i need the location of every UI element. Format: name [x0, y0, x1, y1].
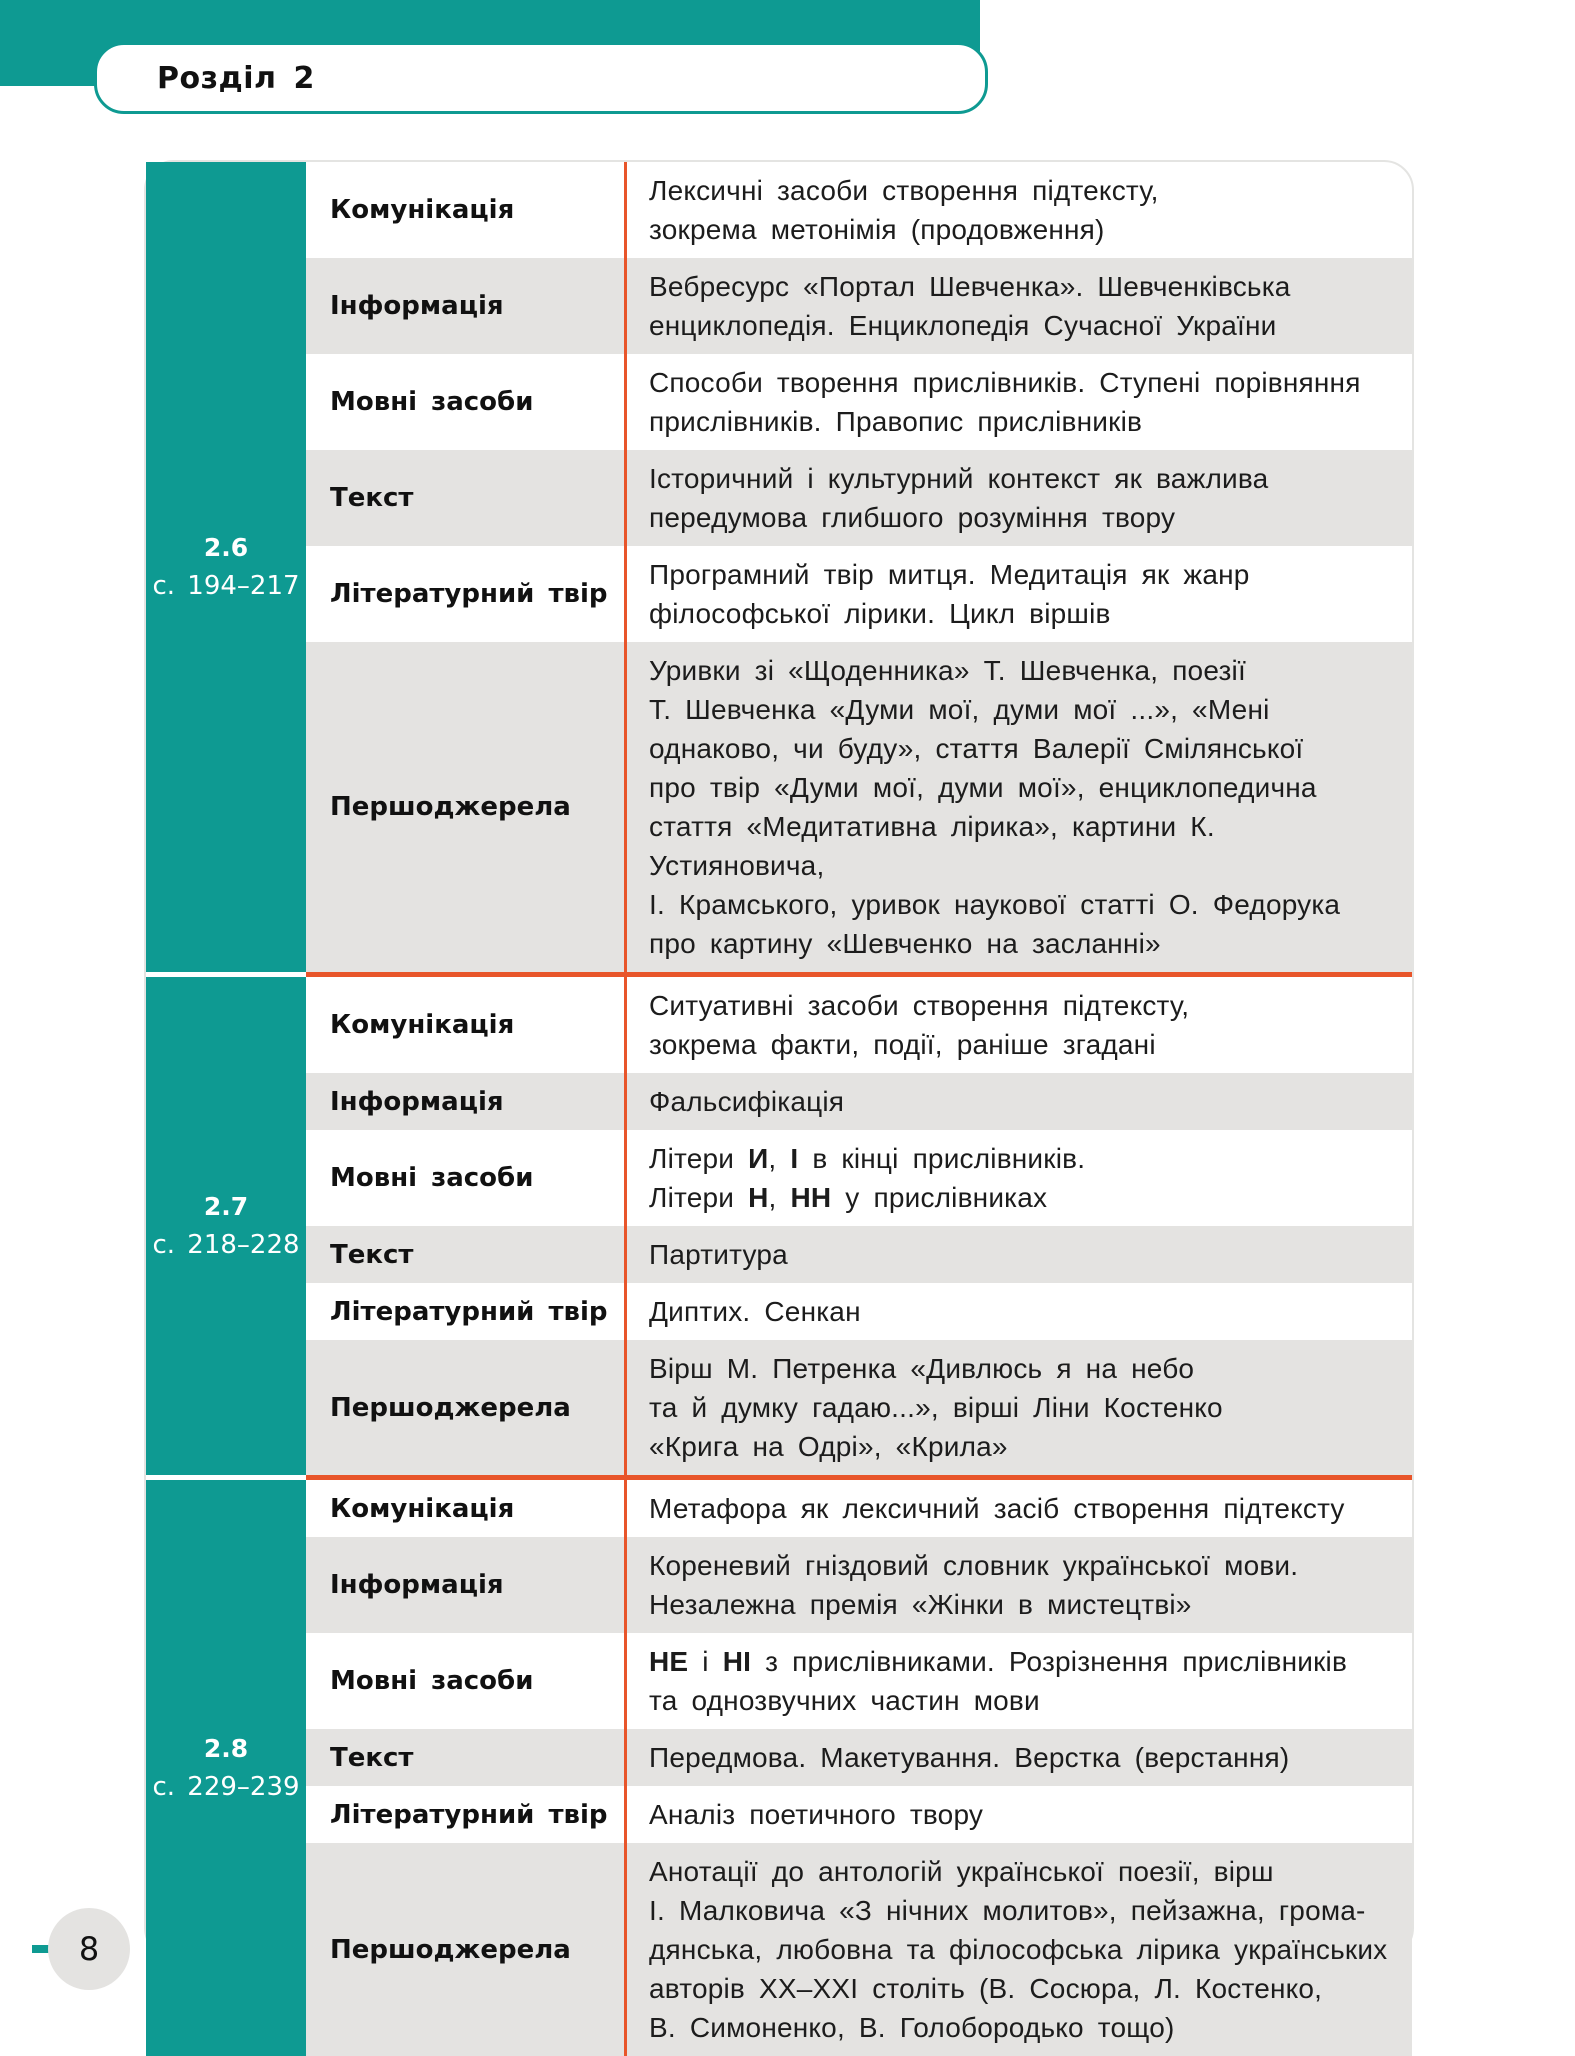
row-description [627, 977, 1412, 1073]
row-category: Інформація [306, 1537, 627, 1633]
row-description [627, 450, 1412, 546]
text-segment: , [768, 1182, 791, 1213]
row-category: Комунікація [306, 977, 627, 1073]
table-row [306, 1786, 1412, 1843]
row-category: Текст [306, 1729, 627, 1786]
description-line: Анотації до антологій української поезії, вірш [649, 1856, 1274, 1887]
table-row [306, 258, 1412, 354]
description-line: філософської лірики. Цикл віршів [649, 598, 1111, 629]
emphasized-letters: Н [748, 1182, 769, 1213]
row-description [627, 162, 1412, 258]
row-category: Першоджерела [306, 642, 627, 972]
row-category: Літературний твір [306, 546, 627, 642]
description-line: Фальсифікація [649, 1086, 845, 1117]
emphasized-letters: НН [790, 1182, 832, 1213]
table-row [306, 1537, 1412, 1633]
table-row [306, 1633, 1412, 1729]
table-row [306, 354, 1412, 450]
lesson-number: 2.7 [203, 1192, 249, 1221]
row-description [627, 1729, 1412, 1786]
row-category: Інформація [306, 258, 627, 354]
table-row [306, 1226, 1412, 1283]
table-row [306, 1340, 1412, 1475]
description-line: про твір «Думи мої, думи мої», енциклопедична [649, 772, 1317, 803]
description-line: Ситуативні засоби створення підтексту, [649, 990, 1190, 1021]
row-category: Текст [306, 450, 627, 546]
table-row [306, 162, 1412, 258]
lesson-number: 2.6 [203, 533, 249, 562]
description-line: Способи творення прислівників. Ступені порівняння [649, 367, 1361, 398]
description-line: Аналіз поетичного твору [649, 1799, 984, 1830]
description-line: та й думку гадаю...», вірші Ліни Костенко [649, 1392, 1223, 1423]
description-line: Незалежна премія «Жінки в мистецтві» [649, 1589, 1192, 1620]
table-row [306, 1073, 1412, 1130]
emphasized-letters: І [790, 1143, 799, 1174]
description-line: зокрема метонімія (продовження) [649, 214, 1105, 245]
table-row [306, 977, 1412, 1073]
table-row [306, 1843, 1412, 2056]
section-header [94, 42, 988, 114]
row-category: Інформація [306, 1073, 627, 1130]
table-row [306, 546, 1412, 642]
section-title: Розділ 2 [157, 60, 315, 96]
table-row [306, 450, 1412, 546]
lesson-block [146, 972, 1412, 1475]
row-description [627, 1537, 1412, 1633]
table-row [306, 1729, 1412, 1786]
text-segment: , [768, 1143, 791, 1174]
table-row [306, 1480, 1412, 1537]
row-description [627, 642, 1412, 972]
description-line: Історичний і культурний контекст як важлива [649, 463, 1269, 494]
row-category: Літературний твір [306, 1786, 627, 1843]
text-segment: Літери [649, 1143, 749, 1174]
table-row [306, 1283, 1412, 1340]
row-category: Першоджерела [306, 1340, 627, 1475]
description-line: енциклопедія. Енциклопедія Сучасної України [649, 310, 1277, 341]
lesson-pages: с. 218–228 [152, 1230, 300, 1260]
page-number-text: 8 [78, 1930, 100, 1968]
description-line: передумова глибшого розуміння твору [649, 502, 1176, 533]
text-segment: у прислівниках [831, 1182, 1048, 1213]
description-line: «Крига на Одрі», «Крила» [649, 1431, 1008, 1462]
description-line: Диптих. Сенкан [649, 1296, 861, 1327]
lesson-block [146, 162, 1412, 972]
text-segment: Літери [649, 1182, 749, 1213]
description-line: Т. Шевченка «Думи мої, думи мої ...», «Мені [649, 694, 1270, 725]
description-line [649, 1642, 1394, 1681]
description-line: І. Крамського, уривок наукової статті О. Федорука [649, 889, 1341, 920]
lesson-label [146, 972, 306, 1475]
description-line: Програмний твір митця. Медитація як жанр [649, 559, 1250, 590]
text-segment: і [688, 1646, 723, 1677]
description-line: Уривки зі «Щоденника» Т. Шевченка, поезії [649, 655, 1246, 686]
description-line: Передмова. Макетування. Верстка (верстання) [649, 1742, 1290, 1773]
description-line: прислівників. Правопис прислівників [649, 406, 1143, 437]
lesson-label [146, 162, 306, 972]
row-category: Першоджерела [306, 1843, 627, 2056]
row-category: Текст [306, 1226, 627, 1283]
description-line: В. Симоненко, В. Голобородько тощо) [649, 2012, 1175, 2043]
description-line [649, 1681, 1394, 1720]
row-description [627, 1340, 1412, 1475]
row-description [627, 1073, 1412, 1130]
description-line: про картину «Шевченко на засланні» [649, 928, 1161, 959]
emphasized-letters: НЕ [649, 1646, 689, 1677]
lesson-block [146, 1475, 1412, 2056]
lesson-pages: с. 229–239 [152, 1772, 300, 1802]
text-segment: в кінці прислівників. [798, 1143, 1086, 1174]
row-category: Мовні засоби [306, 354, 627, 450]
table-row [306, 642, 1412, 972]
row-category: Літературний твір [306, 1283, 627, 1340]
page-number [48, 1908, 130, 1990]
description-line: однаково, чи буду», стаття Валерії Смілянської [649, 733, 1304, 764]
row-category: Мовні засоби [306, 1130, 627, 1226]
row-description [627, 1130, 1412, 1226]
row-description [627, 546, 1412, 642]
row-description [627, 1633, 1412, 1729]
row-category: Комунікація [306, 162, 627, 258]
lesson-pages: с. 194–217 [152, 571, 300, 601]
row-description [627, 354, 1412, 450]
row-category: Комунікація [306, 1480, 627, 1537]
description-line: Вірш М. Петренка «Дивлюсь я на небо [649, 1353, 1195, 1384]
description-line: Вебресурс «Портал Шевченка». Шевченківська [649, 271, 1291, 302]
description-line: дянська, любовна та філософська лірика українських [649, 1934, 1388, 1965]
description-line [649, 1139, 1394, 1178]
row-description [627, 1226, 1412, 1283]
table-row [306, 1130, 1412, 1226]
description-line: стаття «Медитативна лірика», картини К. Устияновича, [649, 811, 1215, 881]
description-line: Кореневий гніздовий словник української мови. [649, 1550, 1299, 1581]
description-line: зокрема факти, події, раніше згадані [649, 1029, 1156, 1060]
lesson-label [146, 1475, 306, 2056]
description-line: Лексичні засоби створення підтексту, [649, 175, 1159, 206]
row-category: Мовні засоби [306, 1633, 627, 1729]
description-line: Метафора як лексичний засіб створення підтексту [649, 1493, 1345, 1524]
text-segment: з прислівниками. Розрізнення прислівників [751, 1646, 1348, 1677]
row-description [627, 1283, 1412, 1340]
row-description [627, 258, 1412, 354]
description-line: авторів XX–XXI століть (В. Сосюра, Л. Костенко, [649, 1973, 1323, 2004]
description-line [649, 1178, 1394, 1217]
row-description [627, 1786, 1412, 1843]
text-segment: та однозвучних частин мови [649, 1685, 1040, 1716]
row-description [627, 1480, 1412, 1537]
lesson-number: 2.8 [203, 1734, 249, 1763]
row-description [627, 1843, 1412, 2056]
emphasized-letters: НІ [722, 1646, 752, 1677]
description-line: Партитура [649, 1239, 788, 1270]
emphasized-letters: И [748, 1143, 769, 1174]
description-line: І. Малковича «З нічних молитов», пейзажна, грома- [649, 1895, 1366, 1926]
curriculum-table [144, 160, 1414, 2043]
